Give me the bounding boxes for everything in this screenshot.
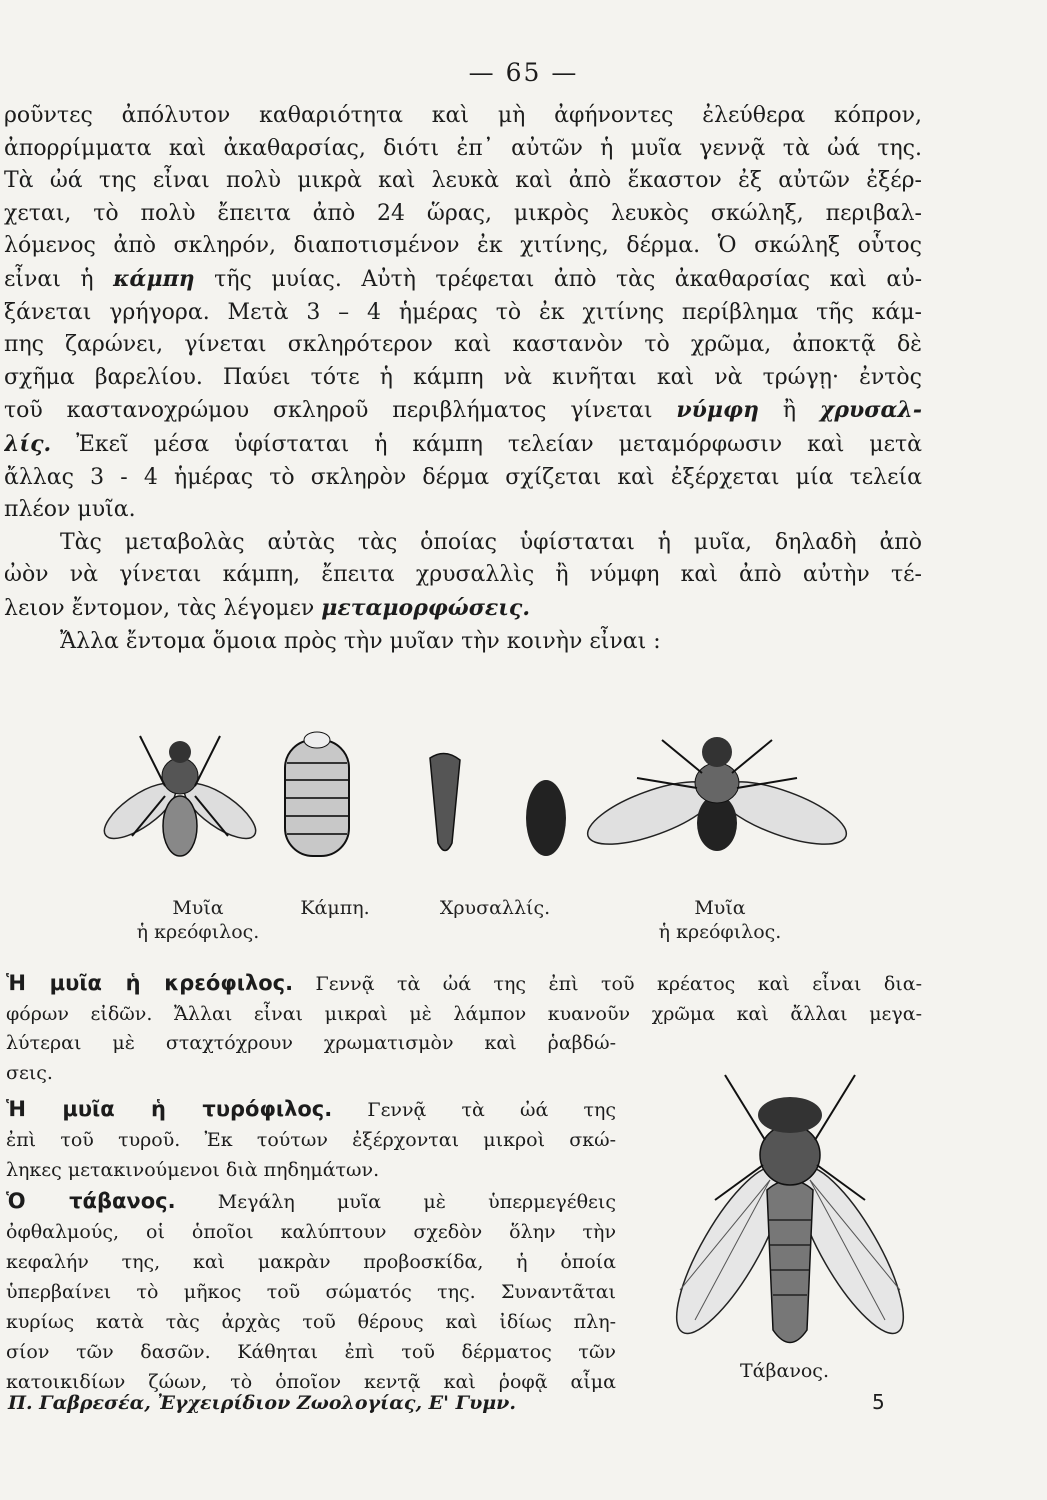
text-line: ἀπορρίμματα καὶ ἀκαθαρσίας, διότι ἐπ᾽ αὐτῶν ἡ μυῖα γεννᾷ τὰ ὠά της. <box>4 135 922 161</box>
text-line: πης ζαρώνει, γίνεται σκληρότερον καὶ καστανὸν τὸ χρῶμα, ἀποκτᾷ δὲ <box>4 332 922 358</box>
pupa-elongated-illustration <box>430 753 460 850</box>
larva-illustration <box>285 732 349 856</box>
paragraph-metamorphosis <box>4 100 922 658</box>
text-line: λόμενος ἀπὸ σκληρόν, διαποτισμένον ἐκ χιτίνης, δέρμα. Ὁ σκώληξ οὗτος <box>4 233 922 259</box>
insect-illustrations <box>100 718 930 868</box>
tabanus-illustration <box>655 1060 925 1360</box>
section-tyrofilos <box>6 1094 616 1185</box>
text-line: πλέον μυῖα. <box>4 497 136 523</box>
fly-illustration-left <box>100 736 264 856</box>
text-line: ὠὸν νὰ γίνεται κάμπη, ἔπειτα χρυσαλλὶς ἢ νύμφη καὶ ἀπὸ αὐτὴν τέ- <box>4 562 922 588</box>
text-line: Ἡ μυῖα ἡ κρεόφιλος. Γεννᾷ τὰ ὠά της ἐπὶ τοῦ κρέατος καὶ εἶναι δια- <box>6 971 922 995</box>
sheet-number: 5 <box>872 1390 885 1414</box>
section-tabanos <box>6 1186 616 1397</box>
text-line: Τὰς μεταβολὰς αὐτὰς τὰς ὁποίας ὑφίσταται ἡ μυῖα, δηλαδὴ ἀπὸ <box>60 529 922 555</box>
text-line: Τὰ ὠά της εἶναι πολὺ μικρὰ καὶ λευκὰ καὶ ἀπὸ ἕκαστον ἐξ αὐτῶν ἐξέρ- <box>4 168 922 194</box>
text-line: Ἡ μυῖα ἡ τυρόφιλος. Γεννᾷ τὰ ὠά της <box>6 1097 616 1121</box>
text-line: ὑπερβαίνει τὸ μῆκος τοῦ σώματός της. Συναντᾶται <box>6 1281 616 1303</box>
term-chrysallis: χρυσαλ- <box>819 397 922 424</box>
text-line: λειον ἔντομον, τὰς λέγομεν μεταμορφώσεις. <box>4 594 530 621</box>
text-line: σχῆμα βαρελίου. Παύει τότε ἡ κάμπη νὰ κινῆται καὶ νὰ τρώγῃ· ἐντὸς <box>4 364 922 390</box>
text-line: ἐπὶ τοῦ τυροῦ. Ἐκ τούτων ἐξέρχονται μικροὶ σκώ- <box>6 1129 616 1151</box>
text-line: ληκες μετακινούμενοι διὰ πηδημάτων. <box>6 1159 380 1181</box>
term-kampi: κάμπη <box>113 265 195 292</box>
caption-fly-right: Μυῖα ἡ κρεόφιλος. <box>658 897 782 943</box>
pupa-oval-illustration <box>526 780 566 856</box>
term-metamorfoseis: μεταμορφώσεις. <box>321 594 530 621</box>
text-line: ροῦντες ἀπόλυτον καθαριότητα καὶ μὴ ἀφήνοντες ἐλεύθερα κόπρον, <box>4 103 922 128</box>
text-line: ὀφθαλμούς, οἱ ὁποῖοι καλύπτουν σχεδὸν ὅλην τὴν <box>6 1221 616 1243</box>
section-kreofilos-cont <box>6 1028 616 1088</box>
text-line: εἶναι ἡ κάμπη τῆς μυίας. Αὐτὴ τρέφεται ἀπὸ τὰς ἀκαθαρσίας καὶ αὐ- <box>4 265 922 292</box>
text-line: χεται, τὸ πολὺ ἔπειτα ἀπὸ 24 ὥρας, μικρὸς λευκὸς σκώληξ, περιβαλ- <box>4 200 922 226</box>
caption-pupa: Χρυσαλλίς. <box>439 897 551 919</box>
text-line: τοῦ καστανοχρώμου σκληροῦ περιβλήματος γίνεται νύμφη ἢ χρυσαλ- <box>4 397 922 424</box>
text-line: σίον τῶν δασῶν. Κάθηται ἐπὶ τοῦ δέρματος τῶν <box>6 1341 616 1363</box>
section-kreofilos <box>6 968 922 1029</box>
text-line: ξάνεται γρήγορα. Μετὰ 3 – 4 ἡμέρας τὸ ἐκ χιτίνης περίβλημα τῆς κάμ- <box>4 299 922 325</box>
fly-illustration-right <box>581 737 854 857</box>
term-nymfi: νύμφη <box>676 397 759 424</box>
text-line: ἄλλας 3 - 4 ἡμέρας τὸ σκληρὸν δέρμα σχίζεται καὶ ἐξέρχεται μία τελεία <box>4 464 922 490</box>
text-line: κεφαλήν της, καὶ μακρὰν προβοσκίδα, ἡ ὁποία <box>6 1251 616 1273</box>
heading-tyrofilos: Ἡ μυῖα ἡ τυρόφιλος. <box>6 1097 333 1121</box>
page-number: — 65 — <box>468 58 579 87</box>
caption-tabanus: Τάβανος. <box>740 1360 829 1382</box>
text-line: κυρίως κατὰ τὰς ἀρχὰς τοῦ θέρους καὶ ἰδίως πλη- <box>6 1311 616 1333</box>
text-line: Ἄλλα ἔντομα ὅμοια πρὸς τὴν μυῖαν τὴν κοινὴν εἶναι : <box>60 628 661 654</box>
caption-larva: Κάμπη. <box>300 897 370 919</box>
text-line: φόρων εἰδῶν. Ἄλλαι εἶναι μικραὶ μὲ λάμπον κυανοῦν χρῶμα καὶ ἄλλαι μεγα- <box>6 1003 922 1025</box>
text-line: σεις. <box>6 1062 53 1084</box>
text-line: λύτεραι μὲ σταχτόχρουν χρωματισμὸν καὶ ῥαβδώ- <box>6 1032 616 1054</box>
footer-signature: Π. Γαβρεσέα, Ἐγχειρίδιον Ζωολογίας, Ε' Γυμν. <box>8 1392 516 1414</box>
caption-fly-left: Μυῖα ἡ κρεόφιλος. <box>136 897 260 943</box>
text-line: κατοικιδίων ζώων, τὸ ὁποῖον κεντᾷ καὶ ῥοφᾷ αἷμα <box>6 1371 616 1393</box>
heading-tabanos: Ὁ τάβανος. <box>6 1189 176 1213</box>
text-line: λίς. Ἐκεῖ μέσα ὑφίσταται ἡ κάμπη τελείαν μεταμόρφωσιν καὶ μετὰ <box>4 430 922 457</box>
heading-kreofilos: Ἡ μυῖα ἡ κρεόφιλος. <box>6 971 294 995</box>
text-line: Ὁ τάβανος. Μεγάλη μυῖα μὲ ὑπερμεγέθεις <box>6 1189 616 1213</box>
